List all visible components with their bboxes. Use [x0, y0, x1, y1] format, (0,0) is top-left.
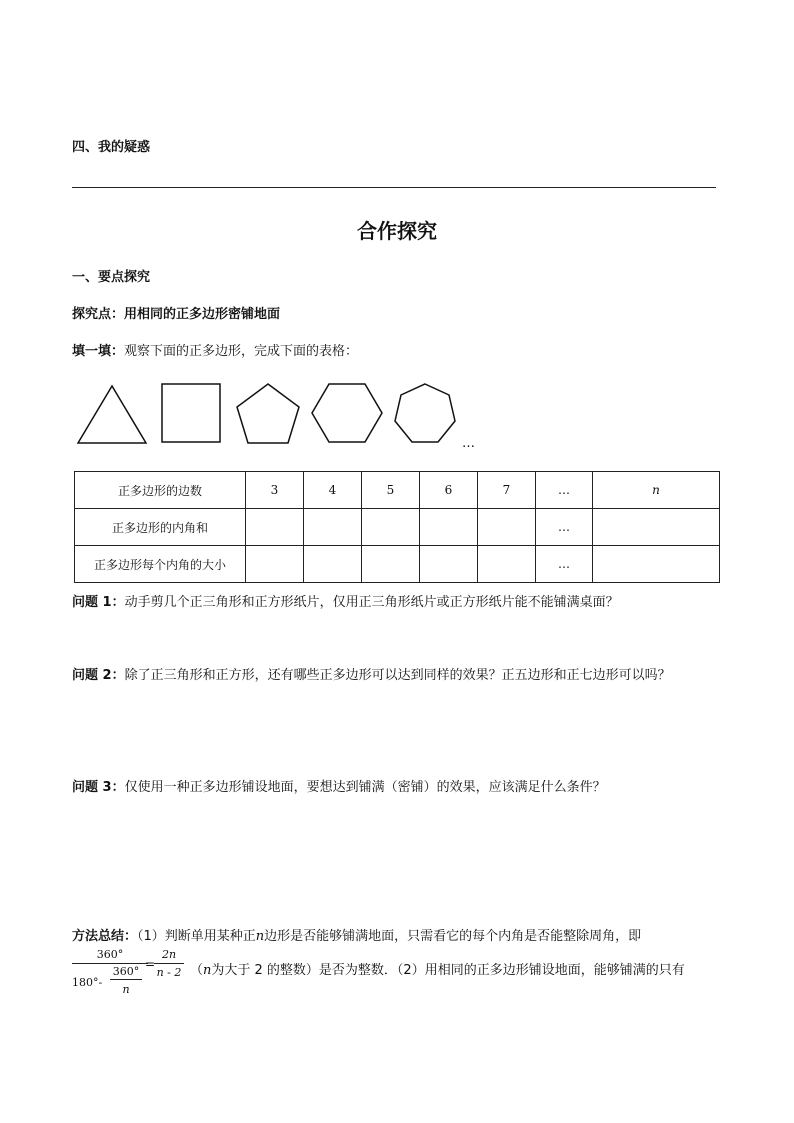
inner-numerator: 360° [112, 965, 140, 978]
question-3-text: 仅使用一种正多边形铺设地面，要想达到铺满（密铺）的效果，应该满足什么条件？ [124, 780, 606, 795]
section-four-heading: 四、我的疑惑 [72, 140, 151, 155]
denominator-left: 180°- [72, 976, 103, 989]
table-cell: 7 [478, 472, 536, 509]
table-cell[interactable] [362, 546, 420, 583]
table-row [75, 509, 720, 546]
table-cell[interactable] [593, 546, 720, 583]
table-cell: 4 [304, 472, 362, 509]
question-2-label: 问题 2： [72, 668, 125, 683]
square-shape [162, 384, 220, 442]
pentagon-shape [237, 384, 299, 443]
question-2-text: 除了正三角形和正方形，还有哪些正多边形可以达到同样的效果？正五边形和正七边形可以吗？ [124, 668, 671, 683]
fraction-denominator [72, 966, 148, 1000]
fraction2-numerator: 2n [161, 948, 177, 961]
inner-denominator: n [122, 983, 130, 996]
table-cell[interactable] [246, 509, 304, 546]
table-cell: … [536, 472, 593, 509]
method-n: n [255, 929, 265, 944]
fill-text: 观察下面的正多边形，完成下面的表格： [124, 344, 359, 359]
method-text-c: （ [190, 963, 204, 978]
table-cell: 3 [246, 472, 304, 509]
angle-fraction [72, 948, 148, 1000]
method-label: 方法总结： [72, 929, 138, 944]
explore-point-heading: 探究点：用相同的正多边形密铺地面 [72, 307, 281, 322]
method-summary [72, 925, 641, 944]
table-cell: 5 [362, 472, 420, 509]
simplified-fraction [154, 948, 184, 979]
fill-instruction [72, 340, 358, 359]
table-cell[interactable] [304, 546, 362, 583]
question-1 [72, 591, 619, 610]
question-1-text: 动手剪几个正三角形和正方形纸片，仅用正三角形纸片或正方形纸片能不能铺满桌面？ [124, 595, 619, 610]
table-cell: n [593, 472, 720, 509]
question-1-label: 问题 1： [72, 595, 125, 610]
method-text-b: 边形是否能够铺满地面，只需看它的每个内角是否能整除周角，即 [264, 929, 642, 944]
table-cell: 正多边形的内角和 [75, 509, 246, 546]
polygons-figure [70, 372, 490, 452]
page-title: 合作探究 [357, 219, 437, 243]
table-cell[interactable] [420, 546, 478, 583]
table-cell[interactable] [478, 509, 536, 546]
fraction-bar [72, 963, 148, 964]
table-cell[interactable] [420, 509, 478, 546]
table-cell[interactable] [304, 509, 362, 546]
triangle-shape [78, 386, 146, 443]
hexagon-shape [312, 384, 382, 442]
heptagon-shape [395, 384, 455, 442]
question-3 [72, 776, 606, 795]
equals-sign: = [145, 957, 156, 971]
fill-label: 填一填： [72, 344, 125, 359]
table-header-row [75, 472, 720, 509]
table-cell[interactable] [478, 546, 536, 583]
shapes-ellipsis: … [462, 436, 475, 451]
fraction-numerator: 360° [96, 948, 124, 961]
inner-fraction-bar [110, 979, 142, 980]
table-cell: 正多边形每个内角的大小 [75, 546, 246, 583]
answer-line [72, 187, 716, 188]
polygon-table [74, 471, 720, 583]
table-cell: … [536, 546, 593, 583]
table-cell[interactable] [362, 509, 420, 546]
table-cell[interactable] [593, 509, 720, 546]
table-cell: … [536, 509, 593, 546]
question-2 [72, 664, 671, 683]
part-one-heading: 一、要点探究 [72, 270, 151, 285]
question-3-label: 问题 3： [72, 780, 125, 795]
method-n-2: n [203, 963, 212, 978]
method-text-a: （1）判断单用某种正 [137, 929, 256, 944]
method-text-d: 为大于 2 的整数）是否为整数．（2）用相同的正多边形铺设地面，能够铺满的只有 [211, 963, 685, 978]
table-row [75, 546, 720, 583]
table-cell[interactable] [246, 546, 304, 583]
table-cell: 6 [420, 472, 478, 509]
fraction2-bar [154, 963, 184, 964]
method-summary-line2 [190, 959, 685, 978]
table-cell: 正多边形的边数 [75, 472, 246, 509]
fraction2-denominator: n - 2 [156, 966, 182, 979]
